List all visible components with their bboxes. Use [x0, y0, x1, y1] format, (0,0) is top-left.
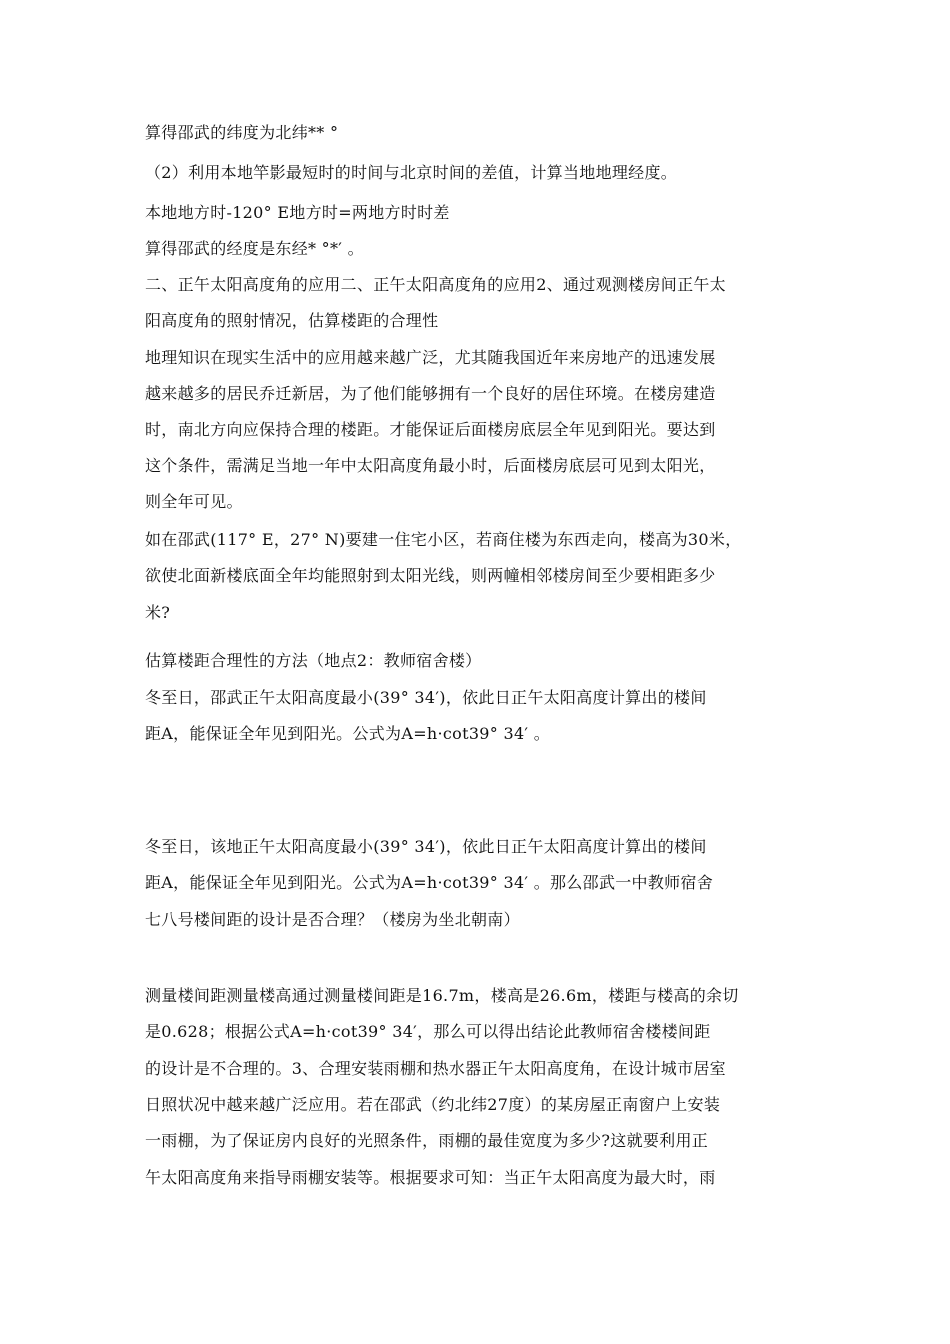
text-line: 午太阳高度角来指导雨棚安装等。根据要求可知：当正午太阳高度为最大时，雨 [145, 1168, 716, 1187]
text-line: 这个条件，需满足当地一年中太阳高度角最小时，后面楼房底层可见到太阳光， [145, 456, 716, 475]
text-line: 则全年可见。 [145, 492, 243, 511]
text-line: 距A，能保证全年见到阳光。公式为A=h·cot39° 34′ 。那么邵武一中教师宿舍 [145, 873, 714, 892]
text-line: 算得邵武的纬度为北纬** ° [145, 123, 339, 142]
text-line: 阳高度角的照射情况，估算楼距的合理性 [145, 311, 439, 330]
text-line: 时，南北方向应保持合理的楼距。才能保证后面楼房底层全年见到阳光。要达到 [145, 420, 716, 439]
text-line: 估算楼距合理性的方法（地点2：教师宿舍楼） [145, 651, 482, 670]
text-line: 测量楼间距测量楼高通过测量楼间距是16.7m，楼高是26.6m，楼距与楼高的余切 [145, 986, 739, 1005]
text-line: （2）利用本地竿影最短时的时间与北京时间的差值，计算当地地理经度。 [145, 163, 678, 182]
text-line: 如在邵武(117° E，27° N)要建一住宅小区，若商住楼为东西走向，楼高为30米， [145, 530, 742, 549]
text-line: 冬至日，邵武正午太阳高度最小(39° 34′)，依此日正午太阳高度计算出的楼间 [145, 688, 707, 707]
text-line: 二、正午太阳高度角的应用二、正午太阳高度角的应用2、通过观测楼房间正午太 [145, 275, 726, 294]
text-line: 一雨棚，为了保证房内良好的光照条件，雨棚的最佳宽度为多少?这就要利用正 [145, 1131, 709, 1150]
text-line: 越来越多的居民乔迁新居，为了他们能够拥有一个良好的居住环境。在楼房建造 [145, 384, 716, 403]
text-line: 欲使北面新楼底面全年均能照射到太阳光线，则两幢相邻楼房间至少要相距多少 [145, 566, 716, 585]
text-line: 日照状况中越来越广泛应用。若在邵武（约北纬27度）的某房屋正南窗户上安装 [145, 1095, 721, 1114]
text-line: 的设计是不合理的。3、合理安装雨棚和热水器正午太阳高度角，在设计城市居室 [145, 1059, 726, 1078]
text-line: 米? [145, 603, 171, 622]
text-line: 本地地方时-120° E地方时=两地方时时差 [145, 203, 450, 222]
text-line: 距A，能保证全年见到阳光。公式为A=h·cot39° 34′ 。 [145, 724, 551, 743]
text-line: 七八号楼间距的设计是否合理？（楼房为坐北朝南） [145, 910, 520, 929]
text-line: 冬至日，该地正午太阳高度最小(39° 34′)，依此日正午太阳高度计算出的楼间 [145, 837, 707, 856]
text-line: 是0.628；根据公式A=h·cot39° 34′，那么可以得出结论此教师宿舍楼楼间距 [145, 1022, 711, 1041]
text-line: 算得邵武的经度是东经* °*′ 。 [145, 239, 364, 258]
text-line: 地理知识在现实生活中的应用越来越广泛，尤其随我国近年来房地产的迅速发展 [145, 348, 716, 367]
